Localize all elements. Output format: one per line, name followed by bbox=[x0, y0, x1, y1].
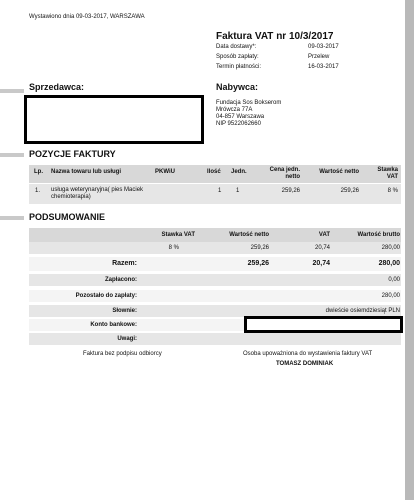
buyer-line: Fundacja Sos Bokserom bbox=[216, 100, 282, 106]
row-qty: 1 bbox=[218, 188, 222, 194]
detail-label: Sposób zapłaty: bbox=[216, 54, 259, 60]
paid-value: 0,00 bbox=[388, 277, 400, 283]
col-rate: Stawka VAT bbox=[161, 232, 195, 238]
buyer-line: 04-857 Warszawa bbox=[216, 114, 265, 120]
items-table-header bbox=[29, 165, 401, 183]
row-unit: 1 bbox=[236, 188, 240, 194]
detail-label: Data dostawy*: bbox=[216, 44, 257, 50]
seller-title: Sprzedawca: bbox=[29, 82, 85, 92]
invoice-title: Faktura VAT nr 10/3/2017 bbox=[216, 31, 334, 42]
words-value: dwieście osiemdziesiąt PLN bbox=[325, 308, 400, 314]
bank-label: Konto bankowe: bbox=[90, 322, 137, 328]
total-net: 259,26 bbox=[247, 260, 269, 267]
col-net: Wartość netto bbox=[229, 232, 269, 238]
total-label: Razem: bbox=[112, 260, 137, 267]
footer-right-note: Osoba upoważniona do wystawienia faktury VAT bbox=[243, 351, 373, 357]
col-pkwiu: PKWiU bbox=[155, 169, 175, 175]
detail-label: Termin płatności: bbox=[216, 64, 262, 70]
bank-account-redaction bbox=[244, 316, 403, 333]
col-price: Cena jedn. netto bbox=[269, 167, 300, 180]
rate-vat: 20,74 bbox=[314, 245, 330, 251]
rate-net: 259,26 bbox=[250, 245, 269, 251]
row-net: 259,26 bbox=[340, 188, 359, 194]
detail-row-payment bbox=[216, 54, 366, 64]
remaining-value: 280,00 bbox=[381, 293, 400, 299]
total-gross: 280,00 bbox=[378, 260, 400, 267]
summary-bar bbox=[0, 216, 24, 220]
col-vat: VAT bbox=[318, 232, 330, 238]
buyer-line: NIP 9522062660 bbox=[216, 121, 261, 127]
rate-value: 8 % bbox=[168, 245, 179, 251]
seller-bar bbox=[0, 89, 24, 93]
remaining-label: Pozostało do zapłaty: bbox=[75, 293, 137, 299]
words-label: Słownie: bbox=[112, 308, 137, 314]
summary-paid-row bbox=[29, 274, 401, 286]
detail-value: 09-03-2017 bbox=[308, 44, 339, 50]
table-row bbox=[29, 184, 401, 204]
col-qty: Ilość bbox=[207, 169, 221, 175]
seller-redaction bbox=[24, 95, 204, 144]
notes-label: Uwagi: bbox=[117, 336, 137, 342]
summary-notes-row bbox=[29, 333, 401, 345]
buyer-address bbox=[216, 100, 281, 128]
detail-row-due bbox=[216, 64, 366, 74]
footer-left-note: Faktura bez podpisu odbiorcy bbox=[83, 351, 162, 357]
total-vat: 20,74 bbox=[312, 260, 330, 267]
row-price: 259,26 bbox=[281, 188, 300, 194]
col-lp: Lp. bbox=[34, 169, 43, 175]
page-edge-shadow bbox=[405, 0, 414, 500]
issue-date-place: Wystawiono dnia 09-03-2017, WARSZAWA bbox=[29, 14, 145, 20]
paid-label: Zapłacono: bbox=[104, 277, 137, 283]
summary-rate-row bbox=[29, 242, 401, 254]
summary-remaining-row bbox=[29, 290, 401, 302]
rate-gross: 280,00 bbox=[381, 245, 400, 251]
summary-total-row bbox=[29, 257, 401, 271]
row-vat: 8 % bbox=[387, 188, 398, 194]
col-net: Wartość netto bbox=[319, 169, 359, 175]
buyer-title: Nabywca: bbox=[216, 82, 259, 92]
row-name: usługa weterynaryjna( pies Maciek chemioterapia) bbox=[51, 187, 144, 200]
buyer-line: Mrówcza 77A bbox=[216, 107, 253, 113]
col-name: Nazwa towaru lub usługi bbox=[51, 169, 122, 175]
footer-signer: TOMASZ DOMINIAK bbox=[276, 361, 334, 367]
invoice-details bbox=[216, 44, 366, 74]
col-gross: Wartość brutto bbox=[357, 232, 400, 238]
detail-value: Przelew bbox=[308, 54, 330, 60]
items-title: POZYCJE FAKTURY bbox=[29, 149, 116, 159]
col-unit: Jedn. bbox=[231, 169, 247, 175]
summary-table-header bbox=[29, 228, 401, 242]
detail-row-delivery bbox=[216, 44, 366, 54]
detail-value: 16-03-2017 bbox=[308, 64, 339, 70]
row-lp: 1. bbox=[35, 188, 41, 194]
col-vat: Stawka VAT bbox=[377, 167, 398, 180]
summary-title: PODSUMOWANIE bbox=[29, 212, 106, 222]
items-bar bbox=[0, 153, 24, 157]
